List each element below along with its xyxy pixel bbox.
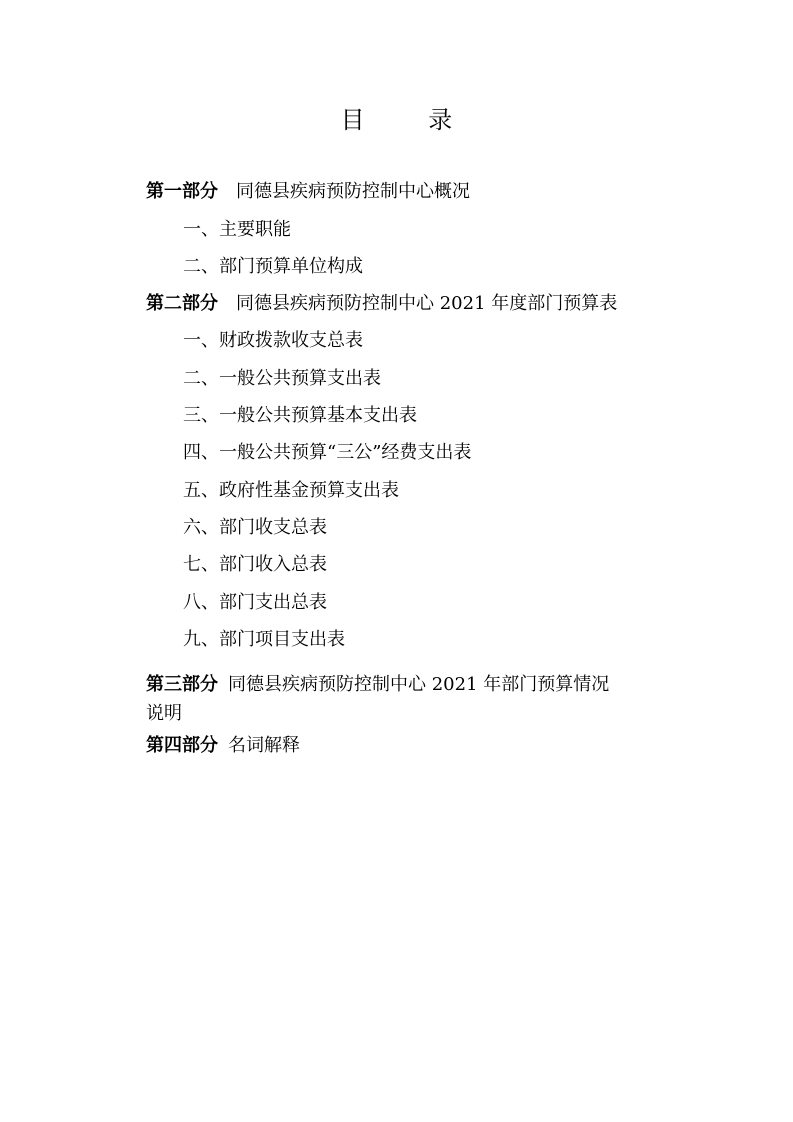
- part-3-label: 第三部分: [146, 674, 218, 695]
- toc-item-2-7: 七、部门收入总表: [183, 554, 327, 575]
- toc-part-1: [146, 179, 470, 205]
- toc-title: 目 录: [340, 106, 481, 134]
- toc-item-2-8: 八、部门支出总表: [183, 592, 327, 613]
- part-1-title: 同德县疾病预防控制中心概况: [236, 181, 470, 202]
- toc-item-1-1: 一、主要职能: [183, 219, 291, 240]
- toc-item-2-2: 二、一般公共预算支出表: [183, 368, 381, 389]
- toc-part-2: [146, 291, 617, 317]
- toc-part-4: [146, 733, 300, 759]
- part-1-label: 第一部分: [146, 181, 218, 202]
- toc-item-2-1: 一、财政拨款收支总表: [183, 330, 363, 351]
- toc-item-2-5: 五、政府性基金预算支出表: [183, 480, 399, 501]
- toc-part-3-title-cont: 说明: [146, 703, 182, 724]
- part-4-label: 第四部分: [146, 735, 218, 756]
- toc-item-2-3: 三、一般公共预算基本支出表: [183, 405, 417, 426]
- part-4-title: 名词解释: [228, 735, 300, 756]
- toc-item-2-6: 六、部门收支总表: [183, 517, 327, 538]
- toc-item-1-2: 二、部门预算单位构成: [183, 256, 363, 277]
- toc-item-2-9: 九、部门项目支出表: [183, 629, 345, 650]
- part-3-title: 同德县疾病预防控制中心 2021 年部门预算情况: [228, 674, 610, 695]
- part-2-title: 同德县疾病预防控制中心 2021 年度部门预算表: [236, 293, 618, 314]
- toc-item-2-4: 四、一般公共预算“三公”经费支出表: [183, 442, 472, 463]
- part-2-label: 第二部分: [146, 293, 218, 314]
- toc-part-3: [146, 672, 609, 698]
